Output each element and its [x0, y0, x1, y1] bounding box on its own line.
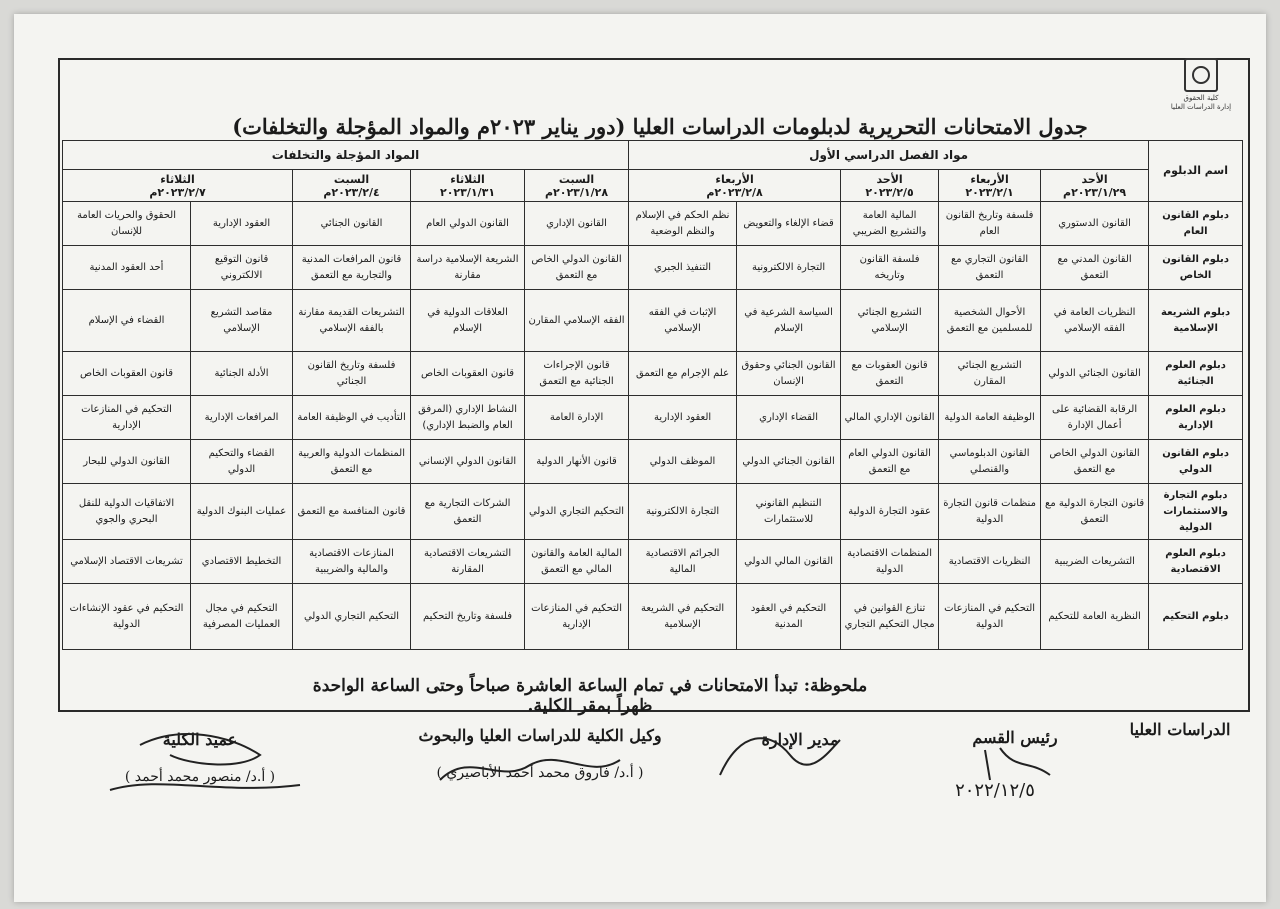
day-header: السبت ٢٠٢٣/١/٢٨م: [525, 170, 629, 202]
subject-cell: القانون الإداري المالي: [841, 396, 939, 440]
subject-cell: القانون الجنائي الدولي: [737, 440, 841, 484]
subject-cell: قانون الأنهار الدولية: [525, 440, 629, 484]
subject-cell: قانون التجارة الدولية مع التعمق: [1041, 484, 1149, 540]
subject-cell: عمليات البنوك الدولية: [191, 484, 293, 540]
subject-cell: القضاء والتحكيم الدولي: [191, 440, 293, 484]
page-title: جدول الامتحانات التحريرية لدبلومات الدراسات العليا (دور يناير ٢٠٢٣م والمواد المؤجلة والتخلفات): [232, 114, 1088, 139]
day-header: السبت ٢٠٢٣/٢/٤م: [293, 170, 411, 202]
faculty-logo: [1166, 58, 1236, 112]
table-row: [63, 484, 1243, 540]
section-deferred: المواد المؤجلة والتخلفات: [63, 141, 629, 170]
subject-cell: السياسة الشرعية في الإسلام: [737, 290, 841, 352]
subject-cell: فلسفة وتاريخ القانون العام: [939, 202, 1041, 246]
subject-cell: قانون العقوبات مع التعمق: [841, 352, 939, 396]
subject-cell: المالية العامة والتشريع الضريبي: [841, 202, 939, 246]
subject-cell: التشريعات القديمة مقارنة بالفقه الإسلامي: [293, 290, 411, 352]
subject-cell: التحكيم في المنازعات الإدارية: [63, 396, 191, 440]
subject-cell: النظرية العامة للتحكيم: [1041, 584, 1149, 650]
subject-cell: الأحوال الشخصية للمسلمين مع التعمق: [939, 290, 1041, 352]
subject-cell: التجارة الالكترونية: [629, 484, 737, 540]
day-header: الثلاثاء ٢٠٢٣/٢/٧م: [63, 170, 293, 202]
day-header: الأحد ٢٠٢٣/٢/٥: [841, 170, 939, 202]
diploma-name: دبلوم القانون العام: [1149, 202, 1243, 246]
table-row: [63, 202, 1243, 246]
subject-cell: الإدارة العامة: [525, 396, 629, 440]
subject-cell: القانون الدستوري: [1041, 202, 1149, 246]
subject-cell: القانون الدولي العام: [411, 202, 525, 246]
subject-cell: الرقابة القضائية على أعمال الإدارة: [1041, 396, 1149, 440]
subject-cell: المالية العامة والقانون المالي مع التعمق: [525, 540, 629, 584]
table-row: [63, 440, 1243, 484]
subject-cell: الأدلة الجنائية: [191, 352, 293, 396]
subject-cell: القانون الدولي العام مع التعمق: [841, 440, 939, 484]
subject-cell: التحكيم في عقود الإنشاءات الدولية: [63, 584, 191, 650]
subject-cell: الوظيفة العامة الدولية: [939, 396, 1041, 440]
subject-cell: التشريعات الاقتصادية المقارنة: [411, 540, 525, 584]
subject-cell: التخطيط الاقتصادي: [191, 540, 293, 584]
subject-cell: التحكيم في المنازعات الإدارية: [525, 584, 629, 650]
subject-cell: القانون الدولي الخاص مع التعمق: [525, 246, 629, 290]
diploma-name: دبلوم الشريعة الإسلامية: [1149, 290, 1243, 352]
day-header: الأربعاء ٢٠٢٣/٢/١: [939, 170, 1041, 202]
subject-cell: الموظف الدولي: [629, 440, 737, 484]
subject-cell: القضاء الإداري: [737, 396, 841, 440]
diploma-column-header: اسم الدبلوم: [1149, 141, 1243, 202]
subject-cell: علم الإجرام مع التعمق: [629, 352, 737, 396]
diploma-name: دبلوم القانون الخاص: [1149, 246, 1243, 290]
subject-cell: الحقوق والحريات العامة للإنسان: [63, 202, 191, 246]
subject-cell: العلاقات الدولية في الإسلام: [411, 290, 525, 352]
subject-cell: القانون الدولي الإنساني: [411, 440, 525, 484]
subject-cell: الإثبات في الفقه الإسلامي: [629, 290, 737, 352]
subject-cell: عقود التجارة الدولية: [841, 484, 939, 540]
subject-cell: المنظمات الاقتصادية الدولية: [841, 540, 939, 584]
exam-schedule-table: [62, 140, 1243, 650]
vice-dean-handwritten-signature: [420, 740, 640, 800]
diploma-name: دبلوم العلوم الإدارية: [1149, 396, 1243, 440]
subject-cell: الفقه الإسلامي المقارن: [525, 290, 629, 352]
diploma-name: دبلوم التجارة والاستثمارات الدولية: [1149, 484, 1243, 540]
subject-cell: التنفيذ الجبري: [629, 246, 737, 290]
subject-cell: قانون المرافعات المدنية والتجارية مع التعمق: [293, 246, 411, 290]
logo-line-1: كلية الحقوق: [1183, 94, 1219, 102]
subject-cell: العقود الإدارية: [629, 396, 737, 440]
diploma-name: دبلوم العلوم الاقتصادية: [1149, 540, 1243, 584]
subject-cell: القانون الجنائي وحقوق الإنسان: [737, 352, 841, 396]
subject-cell: القانون التجاري مع التعمق: [939, 246, 1041, 290]
table-row: [63, 246, 1243, 290]
subject-cell: الشركات التجارية مع التعمق: [411, 484, 525, 540]
diploma-name: دبلوم العلوم الجنائية: [1149, 352, 1243, 396]
subject-cell: الجرائم الاقتصادية المالية: [629, 540, 737, 584]
subject-cell: المنازعات الاقتصادية والمالية والضريبية: [293, 540, 411, 584]
subject-cell: فلسفة القانون وتاريخه: [841, 246, 939, 290]
signature-dean: عميد الكلية ( أ.د/ منصور محمد أحمد ): [124, 730, 276, 785]
subject-cell: القانون الدبلوماسي والقنصلي: [939, 440, 1041, 484]
subject-cell: التحكيم التجاري الدولي: [293, 584, 411, 650]
subject-cell: فلسفة وتاريخ القانون الجنائي: [293, 352, 411, 396]
subject-cell: القانون المدني مع التعمق: [1041, 246, 1149, 290]
subject-cell: المرافعات الإدارية: [191, 396, 293, 440]
subject-cell: التشريع الجنائي المقارن: [939, 352, 1041, 396]
subject-cell: التحكيم في المنازعات الدولية: [939, 584, 1041, 650]
subject-cell: القانون الدولي الخاص مع التعمق: [1041, 440, 1149, 484]
exam-time-note: ملحوظة: تبدأ الامتحانات في تمام الساعة العاشرة صباحاً وحتى الساعة الواحدة ظهراً بمقر الكلية.: [312, 676, 868, 716]
subject-cell: النظريات الاقتصادية: [939, 540, 1041, 584]
dean-handwritten-signature: [100, 715, 320, 805]
subject-cell: التأديب في الوظيفة العامة: [293, 396, 411, 440]
subject-cell: المنظمات الدولية والعربية مع التعمق: [293, 440, 411, 484]
day-header: الثلاثاء ٢٠٢٣/١/٣١: [411, 170, 525, 202]
subject-cell: مقاصد التشريع الإسلامي: [191, 290, 293, 352]
signature-studies: الدراسات العليا: [1129, 720, 1231, 739]
subject-cell: القانون الإداري: [525, 202, 629, 246]
subject-cell: التحكيم التجاري الدولي: [525, 484, 629, 540]
subject-cell: العقود الإدارية: [191, 202, 293, 246]
subject-cell: تشريعات الاقتصاد الإسلامي: [63, 540, 191, 584]
table-row: [63, 290, 1243, 352]
diploma-name: دبلوم القانون الدولي: [1149, 440, 1243, 484]
day-header: الأحد ٢٠٢٣/١/٢٩م: [1041, 170, 1149, 202]
signature-admin-director: مدير الإدارة: [761, 730, 839, 749]
subject-cell: أحد العقود المدنية: [63, 246, 191, 290]
subject-cell: فلسفة وتاريخ التحكيم: [411, 584, 525, 650]
table-row: [63, 396, 1243, 440]
table-row: [63, 584, 1243, 650]
subject-cell: القانون الدولي للبحار: [63, 440, 191, 484]
subject-cell: التشريعات الضريبية: [1041, 540, 1149, 584]
subject-cell: نظم الحكم في الإسلام والنظم الوضعية: [629, 202, 737, 246]
schedule-body: [63, 202, 1243, 650]
signature-dept-head: رئيس القسم: [972, 728, 1058, 747]
subject-cell: الاتفاقيات الدولية للنقل البحري والجوي: [63, 484, 191, 540]
day-header: الأربعاء ٢٠٢٣/٢/٨م: [629, 170, 841, 202]
subject-cell: قانون الإجراءات الجنائية مع التعمق: [525, 352, 629, 396]
subject-cell: تنازع القوانين في مجال التحكيم التجاري: [841, 584, 939, 650]
subject-cell: القانون الجنائي: [293, 202, 411, 246]
subject-cell: قانون العقوبات الخاص: [63, 352, 191, 396]
subject-cell: القانون المالي الدولي: [737, 540, 841, 584]
subject-cell: النشاط الإداري (المرفق العام والضبط الإداري): [411, 396, 525, 440]
subject-cell: الشريعة الإسلامية دراسة مقارنة: [411, 246, 525, 290]
admin-handwritten-signature: [700, 720, 850, 790]
subject-cell: القانون الجنائي الدولي: [1041, 352, 1149, 396]
diploma-name: دبلوم التحكيم: [1149, 584, 1243, 650]
subject-cell: التحكيم في مجال العمليات المصرفية: [191, 584, 293, 650]
subject-cell: قانون التوقيع الالكتروني: [191, 246, 293, 290]
subject-cell: قانون المنافسة مع التعمق: [293, 484, 411, 540]
subject-cell: التحكيم في الشريعة الإسلامية: [629, 584, 737, 650]
table-row: [63, 540, 1243, 584]
logo-line-2: إدارة الدراسات العليا: [1170, 103, 1232, 111]
subject-cell: التنظيم القانوني للاستثمارات: [737, 484, 841, 540]
subject-cell: منظمات قانون التجارة الدولية: [939, 484, 1041, 540]
subject-cell: التجارة الالكترونية: [737, 246, 841, 290]
section-first-semester: مواد الفصل الدراسي الأول: [629, 141, 1149, 170]
subject-cell: التحكيم في العقود المدنية: [737, 584, 841, 650]
subject-cell: قضاء الإلغاء والتعويض: [737, 202, 841, 246]
subject-cell: التشريع الجنائي الإسلامي: [841, 290, 939, 352]
table-row: [63, 352, 1243, 396]
subject-cell: النظريات العامة في الفقه الإسلامي: [1041, 290, 1149, 352]
subject-cell: قانون العقوبات الخاص: [411, 352, 525, 396]
dept-head-handwritten-signature: [970, 740, 1070, 790]
signature-vice-dean: وكيل الكلية للدراسات العليا والبحوث ( أ.د/ فاروق محمد أحمد الأباصيري ): [418, 726, 662, 781]
subject-cell: القضاء في الإسلام: [63, 290, 191, 352]
handwritten-date: ٢٠٢٢/١٢/٥: [955, 780, 1035, 801]
logo-emblem-icon: [1184, 58, 1218, 92]
